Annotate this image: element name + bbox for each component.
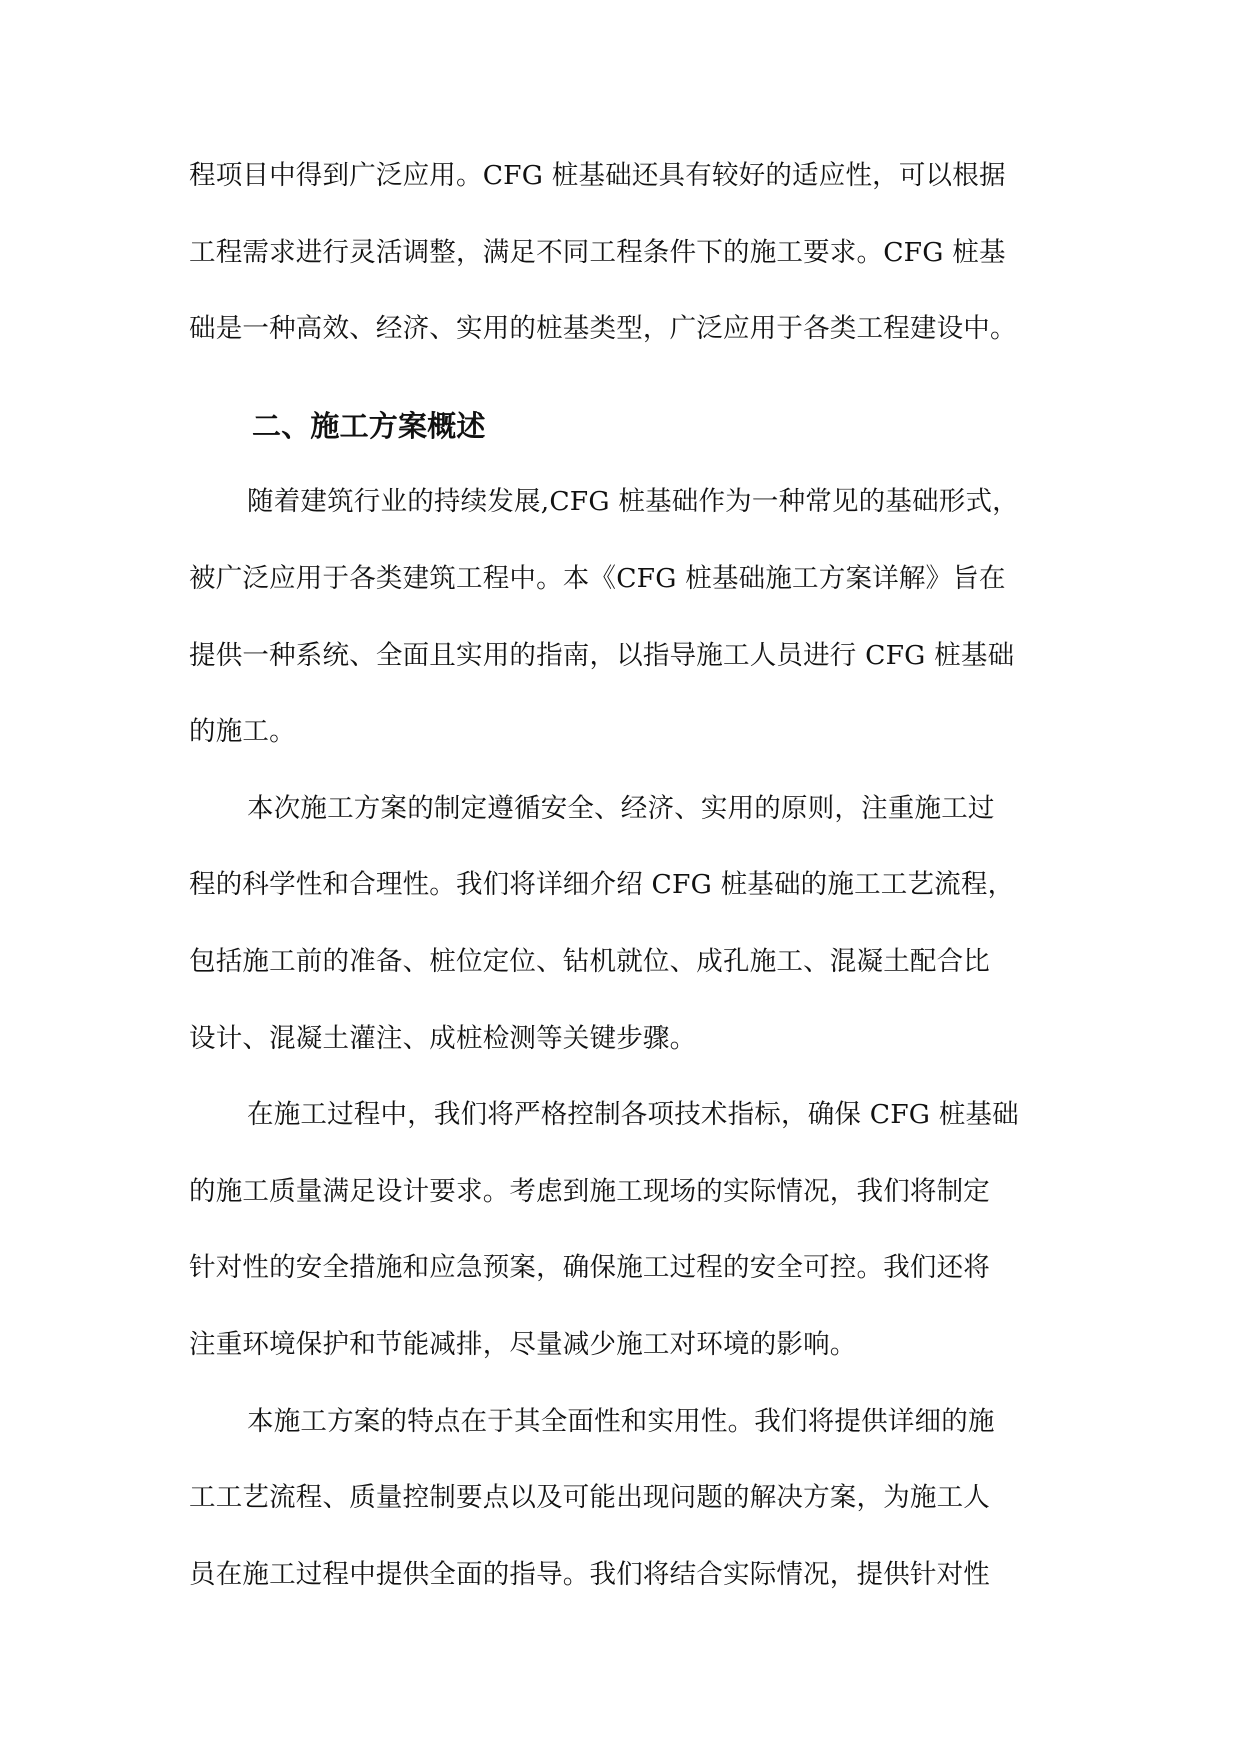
section-heading: 二、施工方案概述 [252,408,486,443]
text-line: 本次施工方案的制定遵循安全、经济、实用的原则，注重施工过 [247,792,995,824]
text-line: 随着建筑行业的持续发展,CFG 桩基础作为一种常见的基础形式， [247,486,1019,518]
text-line: 针对性的安全措施和应急预案，确保施工过程的安全可控。我们还将 [189,1252,990,1284]
text-line: 程项目中得到广泛应用。CFG 桩基础还具有较好的适应性，可以根据 [189,160,1006,191]
text-line: 程的科学性和合理性。我们将详细介绍 CFG 桩基础的施工工艺流程， [189,869,1015,901]
text-line: 被广泛应用于各类建筑工程中。本《CFG 桩基础施工方案详解》旨在 [189,562,1006,594]
text-line: 提供一种系统、全面且实用的指南，以指导施工人员进行 CFG 桩基础 [189,639,1015,671]
text-line: 工程需求进行灵活调整，满足不同工程条件下的施工要求。CFG 桩基 [189,236,1006,268]
text-line: 的施工质量满足设计要求。考虑到施工现场的实际情况，我们将制定 [189,1175,990,1207]
text-line: 注重环境保护和节能减排，尽量减少施工对环境的影响。 [189,1328,857,1360]
text-line: 在施工过程中，我们将严格控制各项技术指标，确保 CFG 桩基础 [247,1099,1019,1131]
paragraph [189,1077,1055,1383]
text-line: 础是一种高效、经济、实用的桩基类型，广泛应用于各类工程建设中。 [189,313,1017,345]
paragraph [189,1384,1055,1614]
text-line: 包括施工前的准备、桩位定位、钻机就位、成孔施工、混凝土配合比 [189,945,990,977]
text-line: 的施工。 [189,716,296,748]
text-line: 设计、混凝土灌注、成桩检测等关键步骤。 [189,1022,697,1054]
text-line: 本施工方案的特点在于其全面性和实用性。我们将提供详细的施 [247,1405,995,1437]
paragraph [189,464,1055,770]
paragraph [189,138,1055,368]
text-line: 工工艺流程、质量控制要点以及可能出现问题的解决方案，为施工人 [189,1482,990,1514]
document-body [189,138,1055,1613]
text-line: 员在施工过程中提供全面的指导。我们将结合实际情况，提供针对性 [189,1558,990,1590]
paragraph [189,771,1055,1077]
